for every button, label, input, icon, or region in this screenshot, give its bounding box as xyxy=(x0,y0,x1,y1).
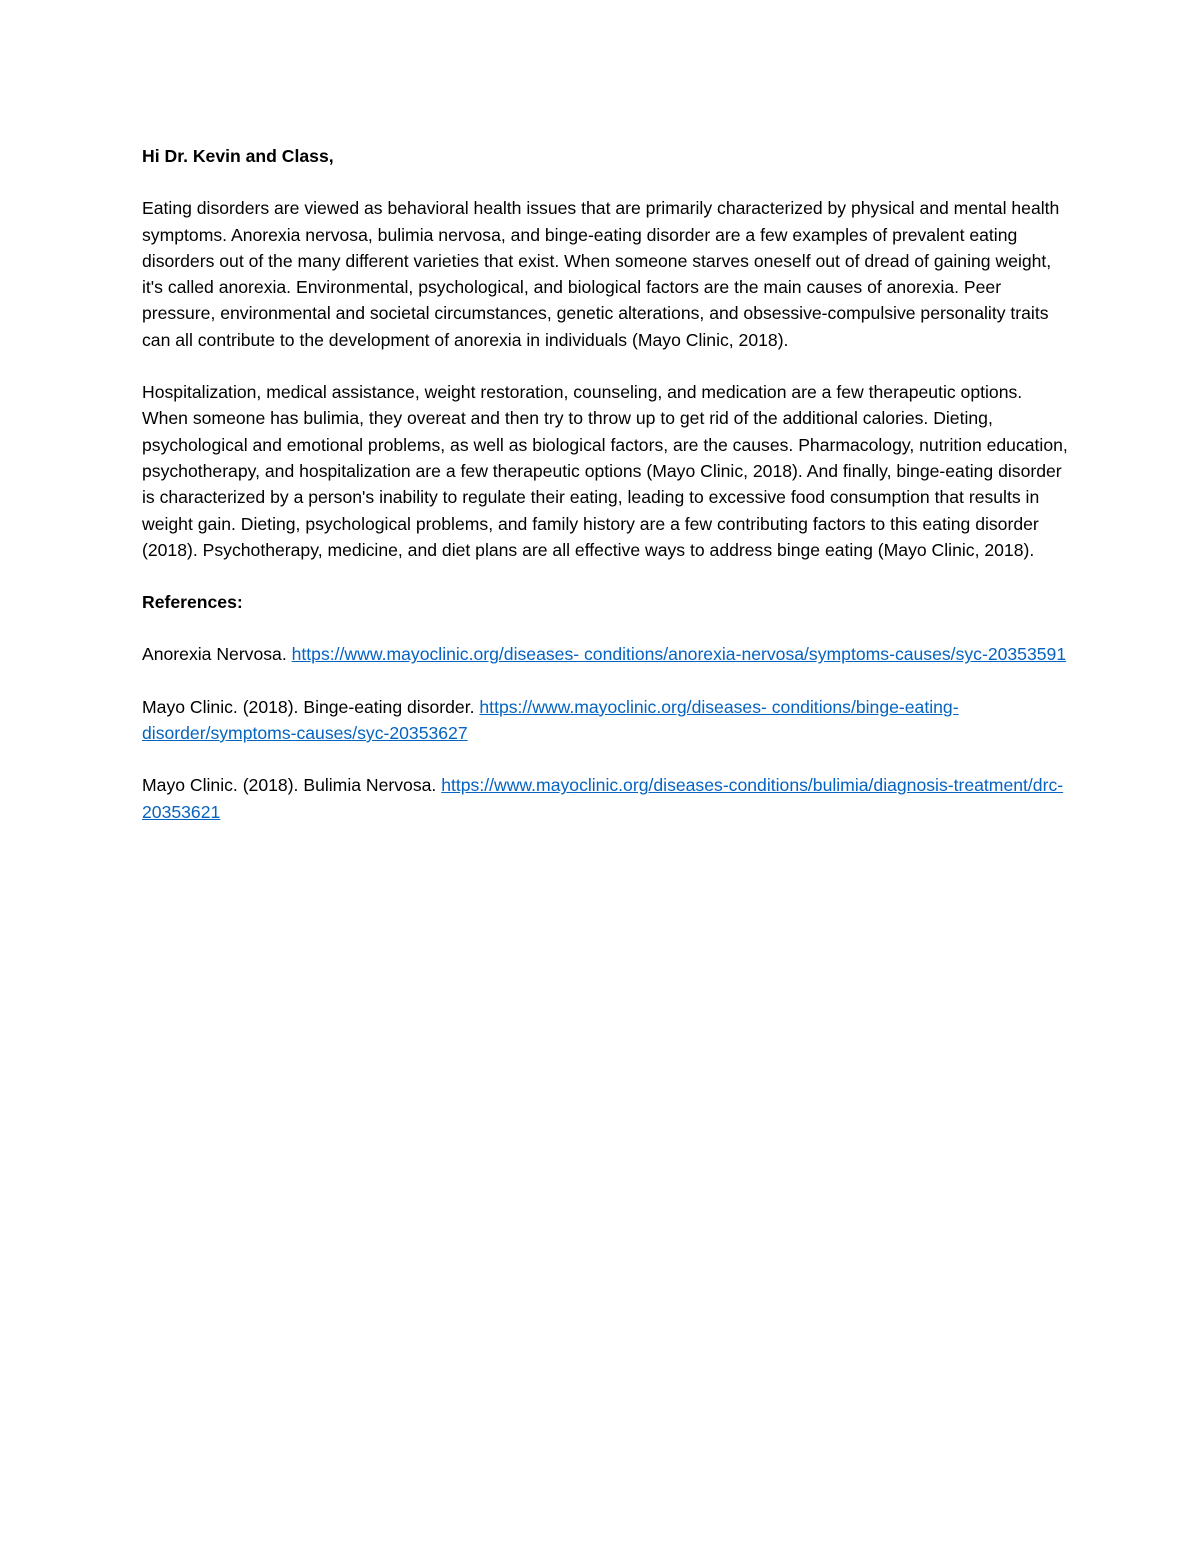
paragraph-1: Eating disorders are viewed as behavioral health issues that are primarily characterized by physical and mental health symptoms. Anorexia nervosa, bulimia nervosa, and binge-eating disorder are a few examples of prevalent eating disorders out of the many different varieties that exist. When someone starves oneself out of dread of gaining weight, it's called anorexia. Environmental, psychological, and biological factors are the main causes of anorexia. Peer pressure, environmental and societal circumstances, genetic alterations, and obsessive-compulsive personality traits can all contribute to the development of anorexia in individuals (Mayo Clinic, 2018). xyxy=(142,198,1060,350)
reference-item-3 xyxy=(142,772,1072,825)
reference-link[interactable]: https://www.mayoclinic.org/diseases- conditions/anorexia-nervosa/symptoms-causes/syc-20353591 xyxy=(291,644,1067,665)
reference-link[interactable]: https://www.mayoclinic.org/diseases-conditions/bulimia/diagnosis-treatment/drc-20353621 xyxy=(142,775,1064,822)
reference-text: Anorexia Nervosa. xyxy=(142,644,287,665)
references-heading: References: xyxy=(142,592,243,613)
reference-text: Mayo Clinic. (2018). Bulimia Nervosa. xyxy=(142,775,437,796)
reference-item-2 xyxy=(142,694,1072,747)
greeting: Hi Dr. Kevin and Class, xyxy=(142,146,334,166)
reference-text: Mayo Clinic. (2018). Binge-eating disorder. xyxy=(142,696,475,717)
reference-link[interactable]: https://www.mayoclinic.org/diseases- conditions/binge-eating-disorder/symptoms-causes/syc-20353627 xyxy=(142,696,959,744)
paragraph-2: Hospitalization, medical assistance, weight restoration, counseling, and medication are a few therapeutic options. When someone has bulimia, they overeat and then try to throw up to get rid of the additional calories. Dieting, psychological and emotional problems, as well as biological factors, are the causes. Pharmacology, nutrition education, psychotherapy, and hospitalization are a few therapeutic options (Mayo Clinic, 2018). And finally, binge-eating disorder is characterized by a person's inability to regulate their eating, leading to excessive food consumption that results in weight gain. Dieting, psychological problems, and family history are a few contributing factors to this eating disorder (2018). Psychotherapy, medicine, and diet plans are all effective ways to address binge eating (Mayo Clinic, 2018). xyxy=(142,382,1068,560)
document-page xyxy=(142,143,1072,851)
reference-item-1 xyxy=(142,641,1072,667)
